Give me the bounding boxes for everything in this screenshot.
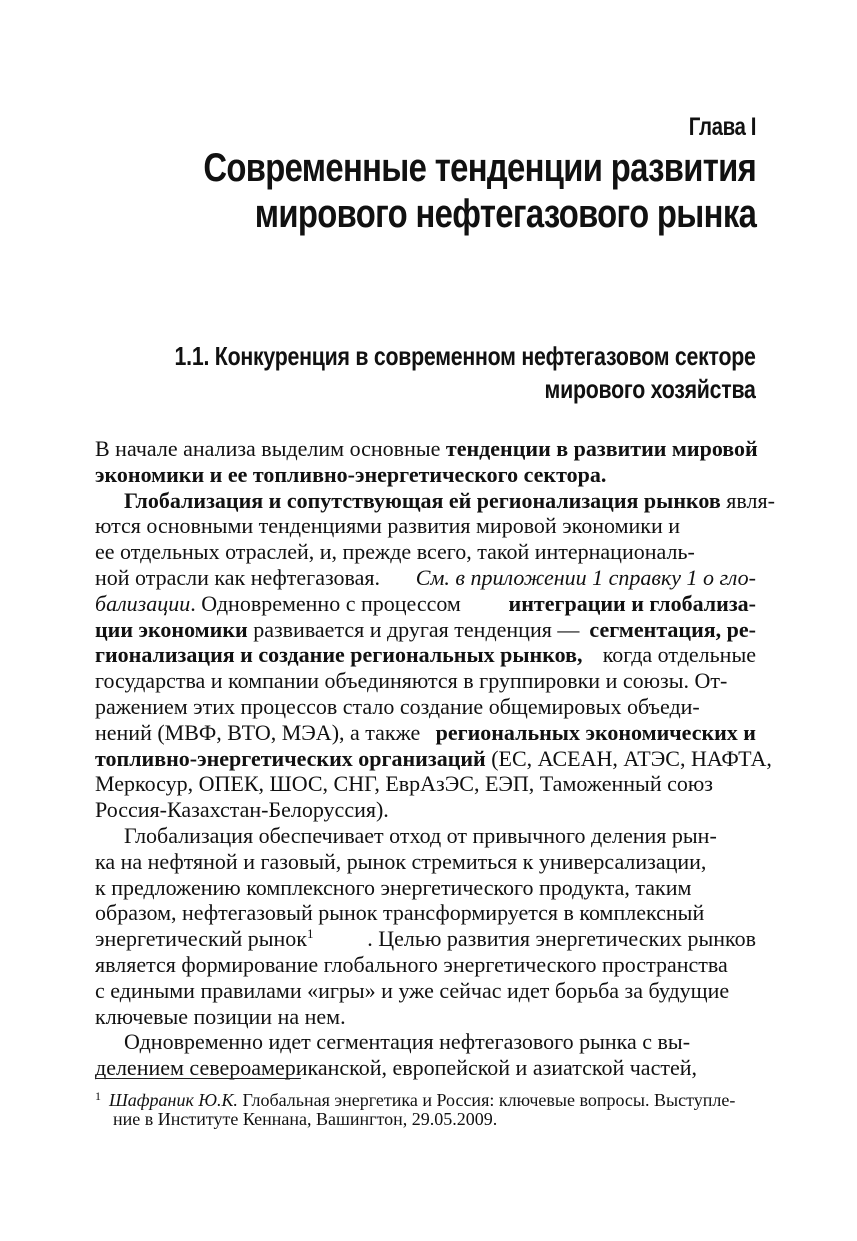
text-run: Россия-Казахстан-Белоруссия). xyxy=(95,797,389,823)
text-line xyxy=(95,745,772,772)
text-line xyxy=(95,1004,756,1030)
footnote-text: ние в Институте Кеннана, Вашингтон, 29.05.2009. xyxy=(113,1109,498,1129)
text-run: развивается и другая тенденция — xyxy=(247,616,585,642)
text-line xyxy=(95,771,756,797)
text-run: Одновременно идет сегментация нефтегазового рынка с вы- xyxy=(124,1029,691,1055)
footnote-divider xyxy=(95,1078,301,1079)
chapter-label: Глава I xyxy=(688,113,756,141)
chapter-title-line: Современные тенденции развития xyxy=(203,146,756,190)
bold-run: Глобализация и сопутствующая ей регионализация рынков xyxy=(124,487,721,513)
footnote-number: 1 xyxy=(95,1089,101,1103)
chapter-title-line: мирового нефтегазового рынка xyxy=(254,192,756,236)
footnote xyxy=(95,1085,756,1131)
text-run: ной отрасли как нефтегазовая. xyxy=(95,564,386,590)
text-run: нений (МВФ, ВТО, МЭА), а также xyxy=(95,719,426,745)
bold-run: тенденции в развитии мировой xyxy=(445,436,758,461)
text-line xyxy=(95,591,756,617)
text-line xyxy=(95,875,756,901)
text-run: государства и компании объединяются в группировки и союзы. От- xyxy=(95,668,728,694)
text-line xyxy=(95,539,756,565)
text-run: (ЕС, АСЕАН, АТЭС, НАФТА, xyxy=(485,745,772,771)
bold-run: региональных экономических и xyxy=(435,719,756,745)
footnote-text: Глобальная энергетика и Россия: ключевые вопросы. Выступле- xyxy=(237,1090,736,1110)
text-run: Глобализация обеспечивает отход от привычного деления рын- xyxy=(124,822,717,848)
text-run: с едиными правилами «игры» и уже сейчас идет борьба за будущие xyxy=(95,977,730,1003)
text-run: когда отдельные xyxy=(597,642,756,668)
bold-run: гионализация и создание региональных рынков, xyxy=(95,642,583,668)
text-line xyxy=(95,952,756,978)
text-line xyxy=(95,668,756,694)
text-run: делением североамериканской, европейской и азиатской частей, xyxy=(95,1055,697,1081)
text-line xyxy=(95,436,756,462)
text-run: . Целью развития энергетических рынков xyxy=(367,926,756,952)
footnote-line xyxy=(95,1108,756,1131)
text-line xyxy=(95,900,756,926)
bold-run: экономики и ее топливно-энергетического сектора. xyxy=(95,461,607,487)
text-line xyxy=(95,978,756,1004)
text-run: ражением этих процессов стало создание общемировых объеди- xyxy=(95,693,700,719)
bold-run: ции экономики xyxy=(95,616,248,642)
text-run: В начале анализа выделим основные xyxy=(95,436,446,461)
text-run: ка на нефтяной и газовый, рынок стремиться к универсализации, xyxy=(95,848,707,874)
italic-run: бализации xyxy=(95,590,191,616)
text-line xyxy=(95,720,756,746)
text-line xyxy=(95,849,756,875)
text-run: энергетический рынок xyxy=(95,926,307,952)
bold-run: интеграции и глобализа- xyxy=(508,590,756,616)
text-run: явля- xyxy=(720,487,775,513)
text-run: образом, нефтегазовый рынок трансформируется в комплексный xyxy=(95,900,705,926)
text-run: является формирование глобального энергетического пространства xyxy=(95,951,728,977)
text-run: Меркосур, ОПЕК, ШОС, СНГ, ЕврАзЭС, ЕЭП, Таможенный союз xyxy=(95,771,713,797)
text-line xyxy=(95,487,775,514)
text-line xyxy=(95,642,756,668)
footnote-author: Шафраник Ю.К. xyxy=(109,1090,238,1110)
section-title-line: 1.1. Конкуренция в современном нефтегазовом секторе xyxy=(174,341,756,371)
text-run: к предложению комплексного энергетического продукта, таким xyxy=(95,874,692,900)
text-run: ее отдельных отраслей, и, прежде всего, такой интернациональ- xyxy=(95,539,695,565)
text-run: ются основными тенденциями развития мировой экономики и xyxy=(95,513,681,539)
bold-run: топливно-энергетических организаций xyxy=(95,745,486,771)
section-title xyxy=(175,340,756,406)
chapter-title xyxy=(203,145,756,237)
footnote-line xyxy=(95,1085,756,1108)
text-line xyxy=(95,462,756,488)
text-line xyxy=(95,823,756,849)
body-text xyxy=(95,436,775,1081)
text-line xyxy=(95,513,756,539)
text-line xyxy=(95,694,756,720)
bold-run: сегментация, ре- xyxy=(589,616,756,642)
text-line xyxy=(95,617,756,643)
italic-run: См. в приложении 1 справку 1 о гло- xyxy=(415,564,756,590)
text-line xyxy=(95,797,756,823)
text-line xyxy=(95,565,756,591)
text-line xyxy=(95,926,756,952)
footnote-ref[interactable]: 1 xyxy=(307,926,314,942)
text-run: . Одновременно с процессом xyxy=(190,590,467,616)
section-title-line: мирового хозяйства xyxy=(544,374,756,404)
text-run: ключевые позиции на нем. xyxy=(95,1003,346,1029)
text-line xyxy=(95,1029,756,1055)
